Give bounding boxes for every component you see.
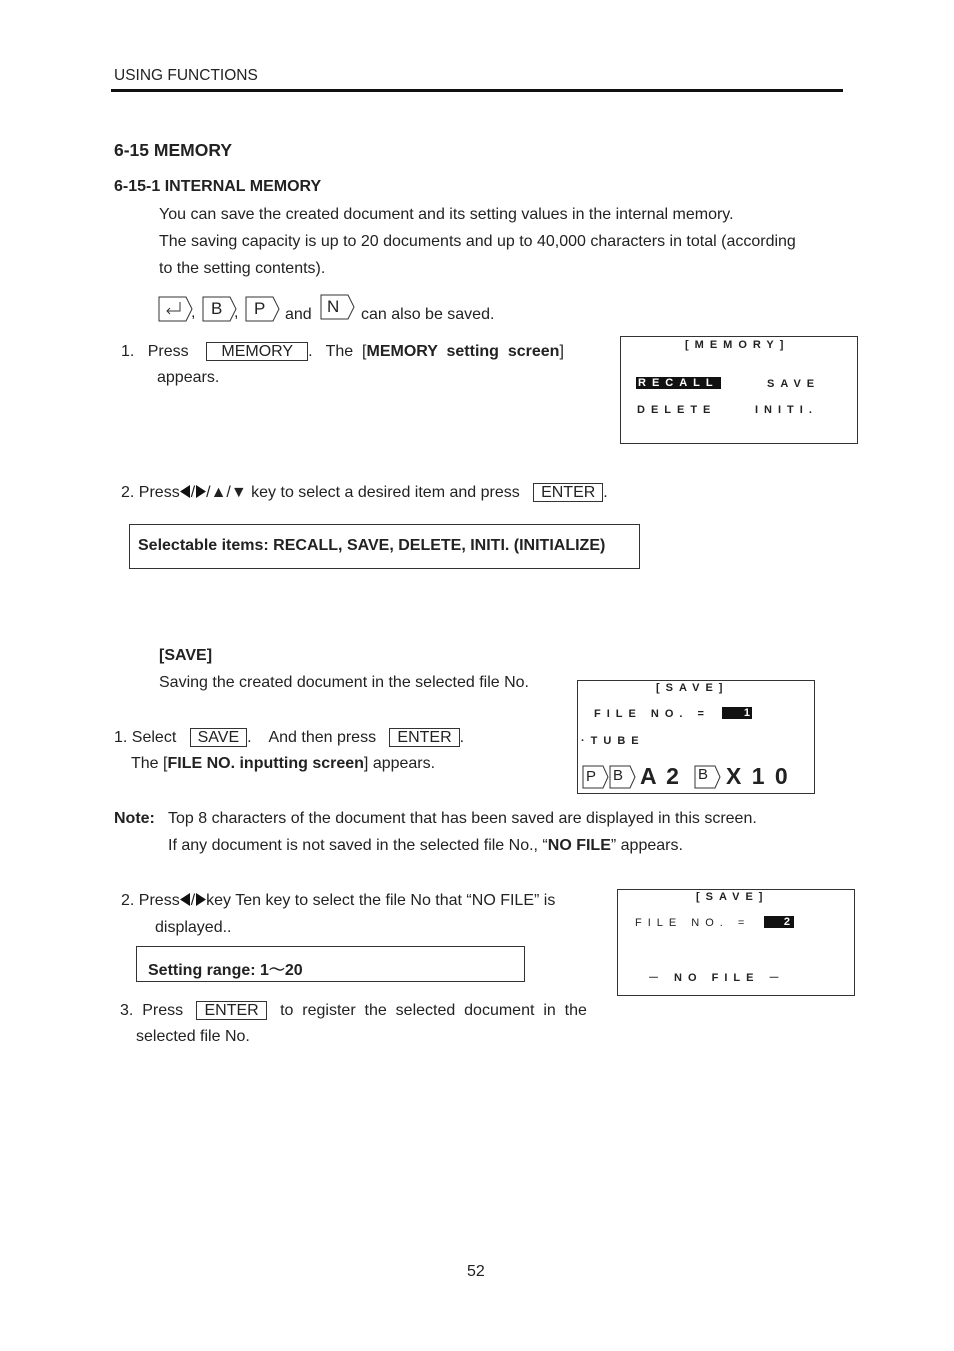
sep-1: , [191,304,196,321]
lcd-save2-title: [SAVE] [696,891,769,903]
lcd-text-x10: X 1 0 [726,763,790,789]
save-step1-end: . [459,729,465,746]
b-key-label: B [211,299,223,318]
lcd-p-label: P [586,768,597,785]
save-step3-post: to register the selected document in the [280,1002,587,1019]
page-title: 6-15 MEMORY [114,140,232,160]
section-header: USING FUNCTIONS [114,67,258,84]
and-text: and [285,306,312,323]
lcd-save1-fileval: 1 [722,707,752,719]
note-line2 [168,837,683,855]
save-step1-line1 [114,728,464,747]
step2-suffix: key to select a desired item and press [246,484,525,501]
note-line2-pre: If any document is not saved in the selected file No., “ [168,837,548,854]
save-step3-line2: selected file No. [136,1028,250,1045]
save-step2-line2: displayed.. [155,919,232,936]
note-label: Note: [114,810,155,827]
lcd-save2-fileno: FILE NO. = [635,917,751,929]
save-step2-suffix: key Ten key to select the file No that “NO FILE” is [206,892,556,909]
step2-sep-b: /▲/▼ [206,484,247,501]
lcd-save2-fileval: 2 [764,916,794,928]
save-step1-line2 [131,755,435,773]
save-step2-prefix: 2. Press [121,892,180,909]
save-step2-line1 [121,892,555,911]
lcd-no-file: － NO FILE － [648,972,786,984]
lcd-save1-tube: ·TUBE [581,735,645,747]
save-step2-sep: / [190,892,196,909]
selectable-items-text: Selectable items: RECALL, SAVE, DELETE, INITI. (INITIALIZE) [138,537,606,554]
header-rule [111,89,843,92]
note-line1: Top 8 characters of the document that has been saved are displayed in this screen. [168,810,757,827]
left-arrow-icon-2 [180,893,191,911]
lcd-save-screen-1 [577,680,815,794]
lcd-save-screen-2 [617,889,855,996]
intro-line-1: You can save the created document and its setting values in the internal memory. [159,206,734,223]
enter-key-step2: ENTER [533,483,603,502]
save-step1-then: . And then press [247,729,377,746]
lcd-memory-title: [MEMORY] [685,339,790,351]
left-arrow-icon [180,485,191,498]
step1-line1 [121,342,564,361]
lcd-recall: RECALL [638,377,719,389]
save-step1-line2-bold: FILE NO. inputting screen [167,755,364,772]
p-key-label: P [254,299,266,318]
lcd-b-label: B [613,767,624,784]
intro-line-2: The saving capacity is up to 20 documents and up to 40,000 characters in total (according [159,233,796,250]
step2-end: . [603,484,608,501]
selectable-items-box [129,524,640,569]
sep-2: , [234,304,239,321]
n-key-label: N [327,297,340,316]
saved-keys-tail: can also be saved. [361,306,495,323]
save-step3-line1 [120,1001,594,1020]
memory-key: MEMORY [206,342,308,361]
intro-line-3: to the setting contents). [159,260,326,277]
enter-key-save1: ENTER [389,728,459,747]
lcd-save1-fileno: FILE NO. = [594,708,710,720]
step1-close: ] [559,343,564,360]
step2-line [121,483,608,502]
setting-range-text: Setting range: 1～20 [148,962,303,979]
save-step1-line2-post: ] appears. [363,755,436,772]
lcd-memory-screen [620,336,858,444]
step2-sep-a: / [190,484,196,501]
page-number: 52 [467,1263,485,1280]
return-key-icon [158,296,194,322]
enter-key-save3: ENTER [196,1001,266,1020]
step1-bold: MEMORY setting screen [366,343,560,360]
save-key: SAVE [190,728,248,747]
save-step3-pre: 3. Press [120,1002,184,1019]
step1-num: 1. [121,343,135,360]
save-step1-line2-pre: The [ [131,755,168,772]
note-line2-post: ” appears. [610,837,683,854]
step2-prefix: 2. Press [121,484,180,501]
setting-range-box [136,946,525,982]
right-arrow-icon [195,485,206,498]
lcd-b2-label: B [698,766,709,783]
lcd-save1-title: [SAVE] [656,682,729,694]
lcd-delete: DELETE [637,404,717,416]
subsection-title: 6-15-1 INTERNAL MEMORY [114,178,322,195]
step1-press: Press [147,343,189,360]
lcd-text-a2: A 2 [640,763,681,789]
save-step1-select: 1. Select [114,729,177,746]
save-heading: [SAVE] [159,647,213,664]
save-desc: Saving the created document in the selected file No. [159,674,529,691]
right-arrow-icon-2 [195,893,206,911]
lcd-save: SAVE [767,378,821,390]
note-line2-bold: NO FILE [547,837,611,854]
step1-the: . The [ [308,343,367,360]
lcd-initi: INITI. [755,404,818,416]
step1-line2: appears. [157,369,220,386]
